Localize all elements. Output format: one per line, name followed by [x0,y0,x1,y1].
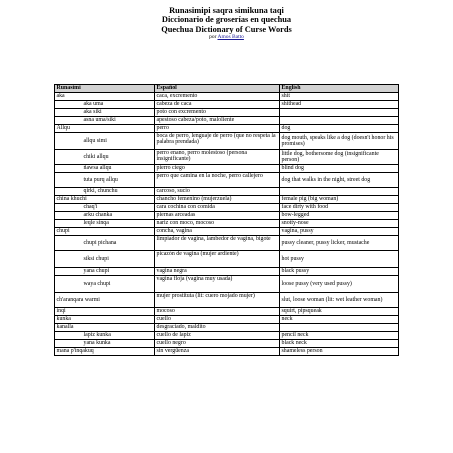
cell-runasimi [55,125,155,133]
cell-runasimi [55,324,155,332]
cell-runasimi [55,220,155,228]
table-row [55,276,399,293]
byline-prefix: por [209,34,217,41]
table-row [55,251,399,268]
table-row [55,212,399,220]
table-row [55,220,399,228]
cell-espanol: vagina negra [155,268,280,276]
cell-runasimi [55,150,155,165]
cell-english: pencil neck [280,332,399,340]
entry-term: Allqu [56,125,70,131]
cell-runasimi [55,268,155,276]
document-header [0,6,453,41]
table-row [55,236,399,251]
table-row [55,228,399,236]
column-header-runasimi: Runasimi [55,85,155,93]
column-header-english: English [280,85,399,93]
cell-runasimi [55,276,155,293]
cell-espanol: apestoso cabeza/poto, maloliente [155,117,280,125]
cell-english: slut, loose woman (lit: wet leather woman) [280,293,399,308]
cell-english: loose pussy (very used pussy) [280,276,399,293]
cell-espanol: perro que camina en la noche, perro callejero [155,173,280,188]
cell-runasimi [55,188,155,196]
subentry-term: allqu simi [83,137,107,144]
entry-term: mana p'inqakuq [56,348,94,354]
column-header-espanol: Español [155,85,280,93]
cell-espanol: cuello [155,316,280,324]
entry-term: inqi [56,308,66,314]
entry-term: aka [56,93,65,99]
entry-term: chupi [56,228,70,234]
subentry-term: tuta purq allqu [83,176,118,183]
cell-english: little dog, bothersome dog (insignificante person) [280,150,399,165]
subentry-term: chaq'i [83,204,98,210]
table-row [55,101,399,109]
cell-espanol: desgraciado, maldito [155,324,280,332]
cell-runasimi [55,340,155,348]
table-row [55,348,399,356]
subentry-term: yana chupi [83,268,110,274]
cell-espanol: caca, excremento [155,93,280,101]
table-row [55,173,399,188]
table-row [55,332,399,340]
subentry-term: siksi chupi [83,255,109,262]
byline [0,34,453,41]
subentry-term: lapiz kunka [83,332,111,338]
cell-english: squirt, pipsqueak [280,308,399,316]
cell-espanol: chancho femenino (mujerzuela) [155,196,280,204]
cell-english: hot pussy [280,251,399,268]
cell-english: female pig (big woman) [280,196,399,204]
title-english: Quechua Dictionary of Curse Words [161,24,292,34]
subentry-term: aka siki [83,109,102,115]
cell-espanol: vagina floja (vagina muy usada) [155,276,280,293]
entry-term: kanalla [56,324,74,330]
cell-runasimi [55,308,155,316]
subentry-term: yana kunka [83,340,111,346]
cell-runasimi [55,332,155,340]
cell-espanol: concha, vagina [155,228,280,236]
subentry-term: ñawsa allqu [83,165,112,171]
cell-runasimi [55,133,155,150]
table-header-row [55,85,399,93]
subentry-term: leqle sinqa [83,220,109,226]
cell-english [280,188,399,196]
cell-espanol: limpiador de vagina, lambedor de vagina, bigote [155,236,280,251]
cell-runasimi [55,196,155,204]
cell-runasimi [55,101,155,109]
table-row [55,150,399,165]
subentry-term: qirki, chunchu [83,188,118,194]
cell-runasimi [55,236,155,251]
cell-espanol: picazón de vagina (mujer ardiente) [155,251,280,268]
table-row [55,117,399,125]
cell-espanol: mocoso [155,308,280,316]
cell-english [280,109,399,117]
cell-english: bow-legged [280,212,399,220]
cell-english: vagina, pussy [280,228,399,236]
cell-english: blind dog [280,165,399,173]
cell-runasimi [55,109,155,117]
entry-term: china khuchi [56,196,87,202]
table-row [55,109,399,117]
cell-espanol: carcoso, sucio [155,188,280,196]
cell-espanol: cabeza de caca [155,101,280,109]
cell-runasimi [55,293,155,308]
cell-espanol: boca de perro, lenguaje de perro (que no respeta la palabra prendada) [155,133,280,150]
cell-runasimi [55,251,155,268]
table-row [55,125,399,133]
table-row [55,93,399,101]
cell-english: shameless person [280,348,399,356]
cell-runasimi [55,212,155,220]
table-row [55,316,399,324]
cell-espanol: nariz con moco, mocoso [155,220,280,228]
table-row [55,324,399,332]
subentry-term: arku chanka [83,212,113,218]
table-row [55,204,399,212]
entry-term: kunka [56,316,71,322]
cell-runasimi [55,93,155,101]
cell-english: snotty-nose [280,220,399,228]
cell-english: black neck [280,340,399,348]
cell-runasimi [55,228,155,236]
cell-espanol: perro [155,125,280,133]
cell-english: black pussy [280,268,399,276]
cell-runasimi [55,173,155,188]
cell-english: face dirty with food [280,204,399,212]
cell-english: dog mouth, speaks like a dog (doesn't honor his promises) [280,133,399,150]
entry-term: ch'aranqara warmi [56,296,100,303]
subentry-term: aka uma [83,101,104,107]
cell-english: dog [280,125,399,133]
cell-espanol: poto con excremento [155,109,280,117]
cell-runasimi [55,165,155,173]
subentry-term: asna uma/siki [83,117,116,123]
subentry-term: chupi pichana [83,239,117,246]
table-row [55,188,399,196]
table-row [55,340,399,348]
cell-english: pussy cleaner, pussy licker, mustache [280,236,399,251]
cell-espanol: mujer prostituta (lit: cuero mojado mujer) [155,293,280,308]
cell-english: shit [280,93,399,101]
cell-espanol: cuello negro [155,340,280,348]
cell-espanol: perro enano, perro molestoso (persona insignificante) [155,150,280,165]
subentry-term: waya chupi [83,280,111,287]
cell-runasimi [55,204,155,212]
table-row [55,268,399,276]
title-spanish: Diccionario de groserías en quechua [161,15,292,25]
cell-runasimi [55,348,155,356]
table-row [55,133,399,150]
cell-espanol: sin vergüenza [155,348,280,356]
cell-english: neck [280,316,399,324]
cell-espanol: cara cochina con comida [155,204,280,212]
cell-english [280,117,399,125]
cell-english: shithead [280,101,399,109]
cell-espanol: cuello de lapiz [155,332,280,340]
cell-english [280,324,399,332]
subentry-term: chiki allqu [83,153,109,160]
cell-espanol: pierro ciego [155,165,280,173]
table-row [55,293,399,308]
cell-espanol: piernas arceadas [155,212,280,220]
table-row [55,308,399,316]
cell-runasimi [55,117,155,125]
table-row [55,165,399,173]
author-link[interactable]: Amos Batto [217,34,244,41]
table-body [55,93,399,356]
dictionary-table [54,84,399,356]
cell-english: dog that walks in the night, street dog [280,173,399,188]
title-quechua: Runasimipi saqra simikuna taqi [169,6,284,15]
cell-runasimi [55,316,155,324]
table-row [55,196,399,204]
